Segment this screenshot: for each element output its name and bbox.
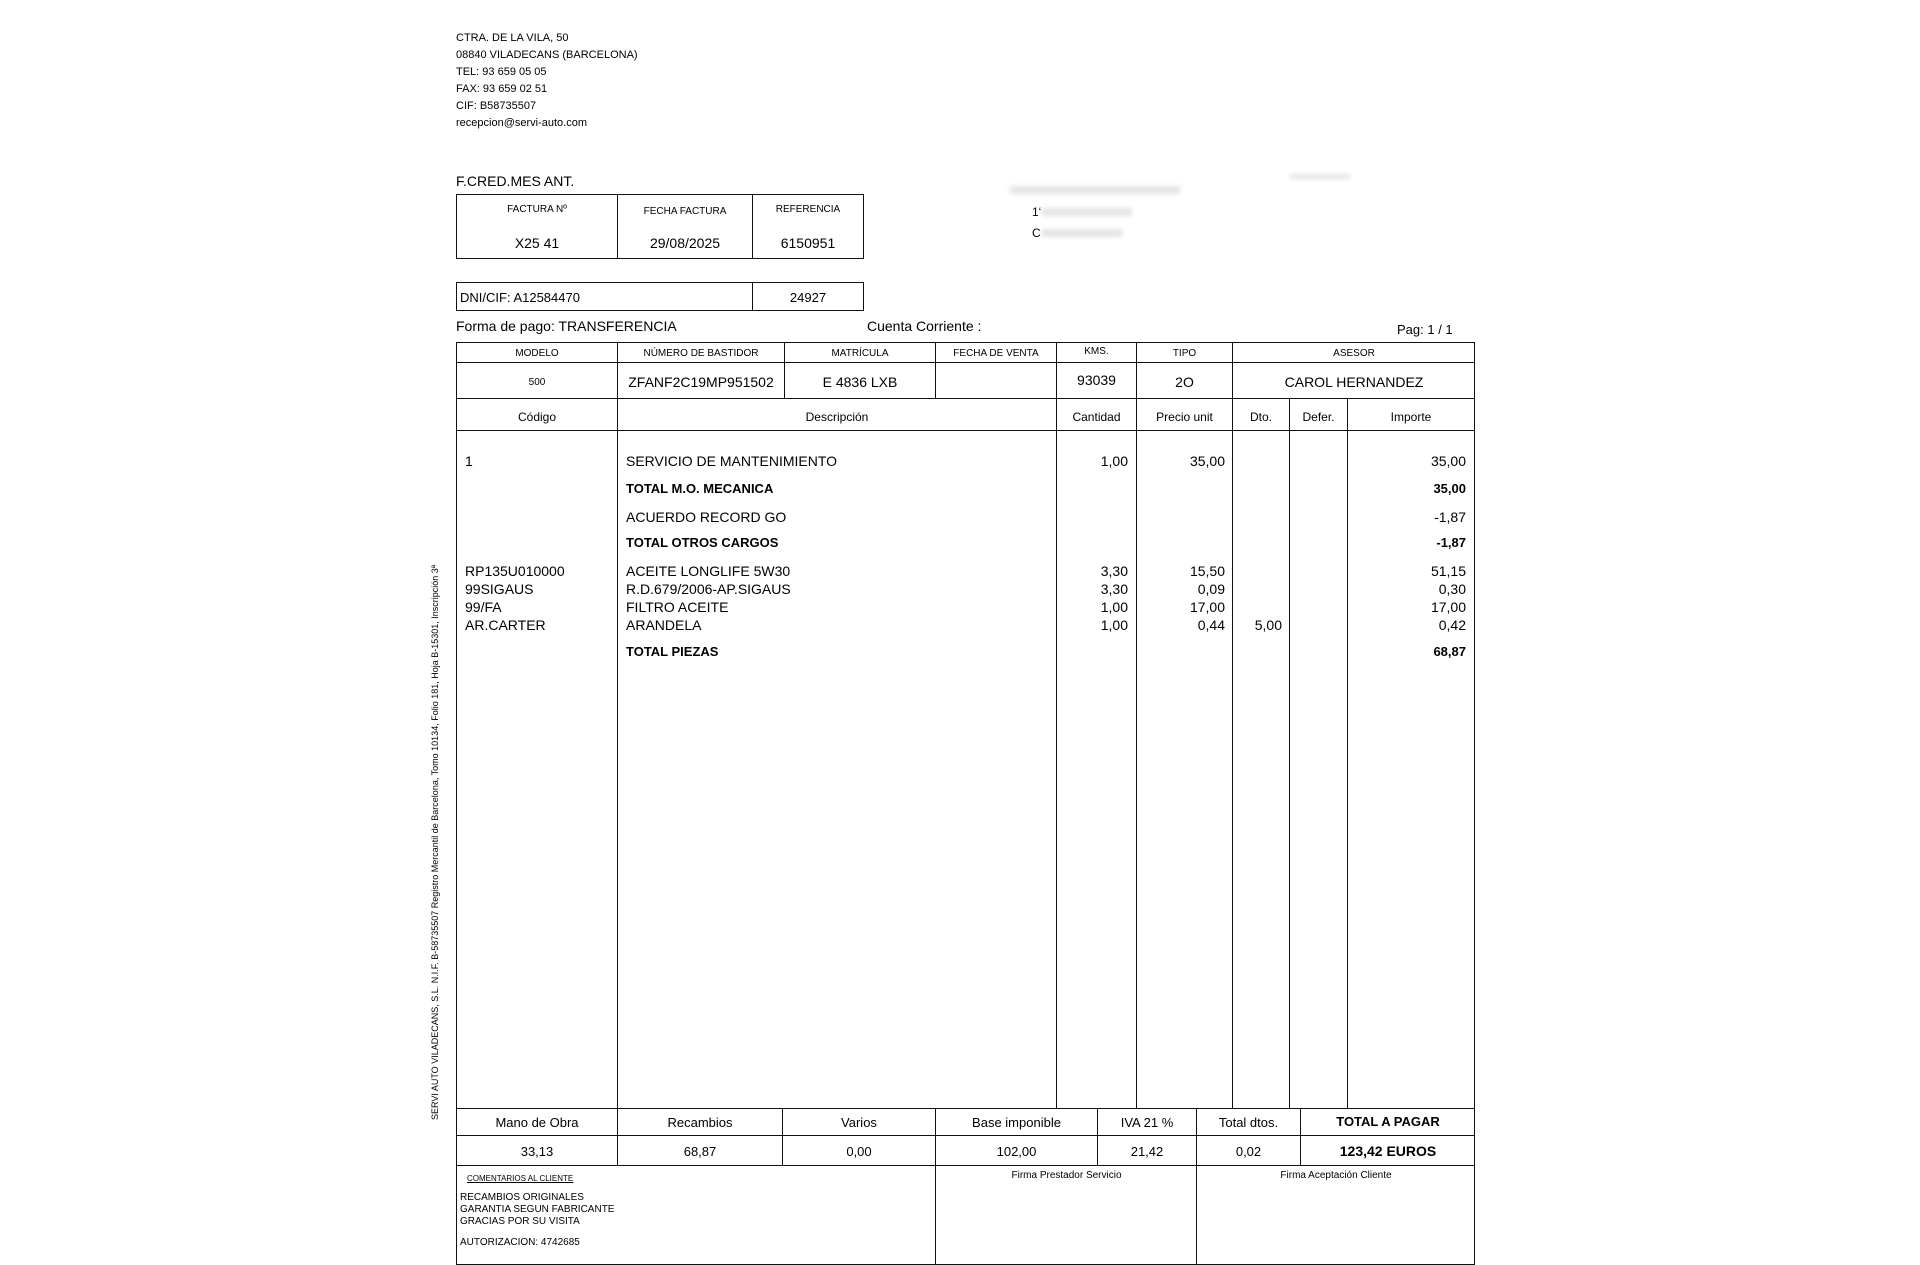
divider — [1232, 342, 1233, 398]
redacted-text — [1010, 186, 1180, 194]
line-desc: ACUERDO RECORD GO — [626, 509, 787, 525]
divider — [456, 398, 1475, 399]
tipo-label: TIPO — [1172, 348, 1197, 359]
company-fax: FAX: 93 659 02 51 — [456, 83, 548, 95]
company-header — [456, 30, 638, 132]
company-tel: TEL: 93 659 05 05 — [456, 66, 547, 78]
mano-obra-label: Mano de Obra — [495, 1115, 579, 1130]
line-precio: 17,00 — [1189, 599, 1225, 615]
matricula-value: E 4836 LXB — [822, 374, 898, 390]
bastidor-value: ZFANF2C19MP951502 — [628, 374, 774, 390]
modelo-value: 500 — [528, 377, 546, 388]
redacted-text — [1042, 229, 1122, 237]
line-desc: ARANDELA — [626, 617, 702, 633]
line-cantidad: 3,30 — [1100, 581, 1128, 597]
col-dto: Dto. — [1249, 410, 1272, 424]
matricula-label: MATRÍCULA — [831, 348, 889, 359]
line-codigo: 1 — [465, 453, 473, 469]
col-cantidad: Cantidad — [1072, 410, 1121, 424]
divider — [617, 194, 618, 259]
col-importe: Importe — [1390, 410, 1432, 424]
kms-value: 93039 — [1077, 372, 1116, 388]
line-codigo: 99/FA — [465, 599, 502, 615]
autorizacion: AUTORIZACION: 4742685 — [460, 1237, 580, 1248]
divider — [1196, 1108, 1197, 1265]
line-desc: TOTAL M.O. MECANICA — [626, 481, 774, 496]
tipo-value: 2O — [1175, 374, 1194, 390]
base-label: Base imponible — [972, 1115, 1061, 1130]
line-precio: 35,00 — [1189, 453, 1225, 469]
divider — [1300, 1108, 1301, 1165]
comment-line: GARANTIA SEGUN FABRICANTE — [460, 1204, 615, 1215]
company-email: recepcion@servi-auto.com — [456, 117, 587, 129]
divider — [617, 342, 618, 398]
divider — [784, 342, 785, 398]
bastidor-label: NÚMERO DE BASTIDOR — [643, 348, 759, 359]
recambios-label: Recambios — [667, 1115, 733, 1130]
divider — [617, 398, 618, 1108]
col-codigo: Código — [517, 410, 557, 424]
mano-obra-value: 33,13 — [520, 1144, 554, 1159]
line-desc: ACEITE LONGLIFE 5W30 — [626, 563, 791, 579]
asesor-value: CAROL HERNANDEZ — [1284, 374, 1424, 390]
divider — [935, 342, 936, 398]
divider — [1289, 398, 1290, 1108]
company-address2: 08840 VILADECANS (BARCELONA) — [456, 49, 638, 61]
total-dtos-value: 0,02 — [1235, 1144, 1262, 1159]
base-value: 102,00 — [996, 1144, 1037, 1159]
divider — [456, 1165, 1475, 1166]
recambios-value: 68,87 — [683, 1144, 717, 1159]
comentarios-label: COMENTARIOS AL CLIENTE — [467, 1174, 574, 1183]
client-code: 24927 — [789, 290, 827, 305]
divider — [1232, 398, 1233, 1108]
divider — [1097, 1108, 1098, 1165]
line-precio: 0,09 — [1197, 581, 1225, 597]
page-number: Pag: 1 / 1 — [1397, 322, 1453, 337]
line-importe: 0,42 — [1438, 617, 1466, 633]
col-precio: Precio unit — [1156, 410, 1213, 424]
line-importe: -1,87 — [1434, 509, 1466, 525]
company-address1: CTRA. DE LA VILA, 50 — [456, 32, 569, 44]
line-importe: 68,87 — [1433, 644, 1466, 659]
varios-value: 0,00 — [846, 1144, 872, 1159]
line-cantidad: 3,30 — [1100, 563, 1128, 579]
modelo-label: MODELO — [515, 348, 559, 359]
divider — [456, 430, 1475, 431]
varios-label: Varios — [841, 1115, 877, 1130]
invoice-ref: 6150951 — [780, 235, 836, 251]
line-dto: 5,00 — [1254, 617, 1282, 633]
divider — [752, 282, 753, 311]
line-cantidad: 1,00 — [1100, 453, 1128, 469]
registry-text: SERVI AUTO VILADECANS, S.L. N.I.F. B-58735507 Registro Mercantil de Barcelona, Tomo 10134, Folio 181, Hoja B-15301, Inscripción 3ª — [430, 564, 440, 1120]
line-codigo: RP135U010000 — [465, 563, 565, 579]
total-pagar-value: 123,42 EUROS — [1339, 1143, 1437, 1159]
divider — [752, 194, 753, 259]
invoice-num-label: FACTURA Nº — [507, 204, 567, 215]
comments — [460, 1192, 614, 1228]
asesor-label: ASESOR — [1333, 348, 1375, 359]
invoice-date-label: FECHA FACTURA — [643, 206, 727, 217]
col-defer: Defer. — [1302, 410, 1335, 424]
doc-type: F.CRED.MES ANT. — [456, 173, 575, 189]
client-line1: 1‘ — [1032, 205, 1042, 219]
line-desc: TOTAL PIEZAS — [626, 644, 719, 659]
line-codigo: 99SIGAUS — [465, 581, 534, 597]
line-precio: 15,50 — [1189, 563, 1225, 579]
line-importe: -1,87 — [1436, 535, 1466, 550]
line-importe: 17,00 — [1430, 599, 1466, 615]
line-desc: TOTAL OTROS CARGOS — [626, 535, 779, 550]
redacted-text — [1042, 208, 1132, 216]
divider — [782, 1108, 783, 1165]
divider — [1056, 398, 1057, 1108]
current-account: Cuenta Corriente : — [867, 318, 982, 334]
divider — [1136, 342, 1137, 398]
line-cantidad: 1,00 — [1100, 599, 1128, 615]
line-desc: SERVICIO DE MANTENIMIENTO — [626, 453, 838, 469]
divider — [1056, 342, 1057, 398]
line-importe: 35,00 — [1430, 453, 1466, 469]
payment-method: Forma de pago: TRANSFERENCIA — [456, 318, 677, 334]
invoice-number: X25 41 — [514, 235, 560, 251]
line-precio: 0,44 — [1197, 617, 1225, 633]
comment-line: RECAMBIOS ORIGINALES — [460, 1192, 584, 1203]
comment-line: GRACIAS POR SU VISITA — [460, 1216, 580, 1227]
divider — [1136, 398, 1137, 1108]
line-cantidad: 1,00 — [1100, 617, 1128, 633]
divider — [456, 362, 1475, 363]
line-importe: 51,15 — [1430, 563, 1466, 579]
company-cif: CIF: B58735507 — [456, 100, 537, 112]
col-descripcion: Descripción — [805, 410, 869, 424]
client-line2: C — [1032, 226, 1041, 240]
line-desc: R.D.679/2006-AP.SIGAUS — [626, 581, 791, 597]
firma-prestador: Firma Prestador Servicio — [1011, 1170, 1122, 1181]
divider — [935, 1108, 936, 1265]
iva-value: 21,42 — [1130, 1144, 1164, 1159]
iva-label: IVA 21 % — [1120, 1115, 1174, 1130]
invoice-date: 29/08/2025 — [649, 235, 721, 251]
divider — [456, 1135, 1475, 1136]
line-importe: 35,00 — [1433, 481, 1466, 496]
client-dni: DNI/CIF: A12584470 — [460, 290, 580, 305]
invoice-ref-label: REFERENCIA — [775, 204, 841, 215]
kms-label: KMS. — [1084, 346, 1109, 357]
fecha-venta-label: FECHA DE VENTA — [953, 348, 1039, 359]
divider — [456, 1108, 1475, 1109]
total-pagar-label: TOTAL A PAGAR — [1336, 1114, 1440, 1129]
total-dtos-label: Total dtos. — [1218, 1115, 1279, 1130]
divider — [1347, 398, 1348, 1108]
redacted-text — [1290, 174, 1350, 179]
line-codigo: AR.CARTER — [465, 617, 546, 633]
firma-cliente: Firma Aceptación Cliente — [1280, 1170, 1392, 1181]
line-desc: FILTRO ACEITE — [626, 599, 729, 615]
divider — [617, 1108, 618, 1165]
line-importe: 0,30 — [1438, 581, 1466, 597]
